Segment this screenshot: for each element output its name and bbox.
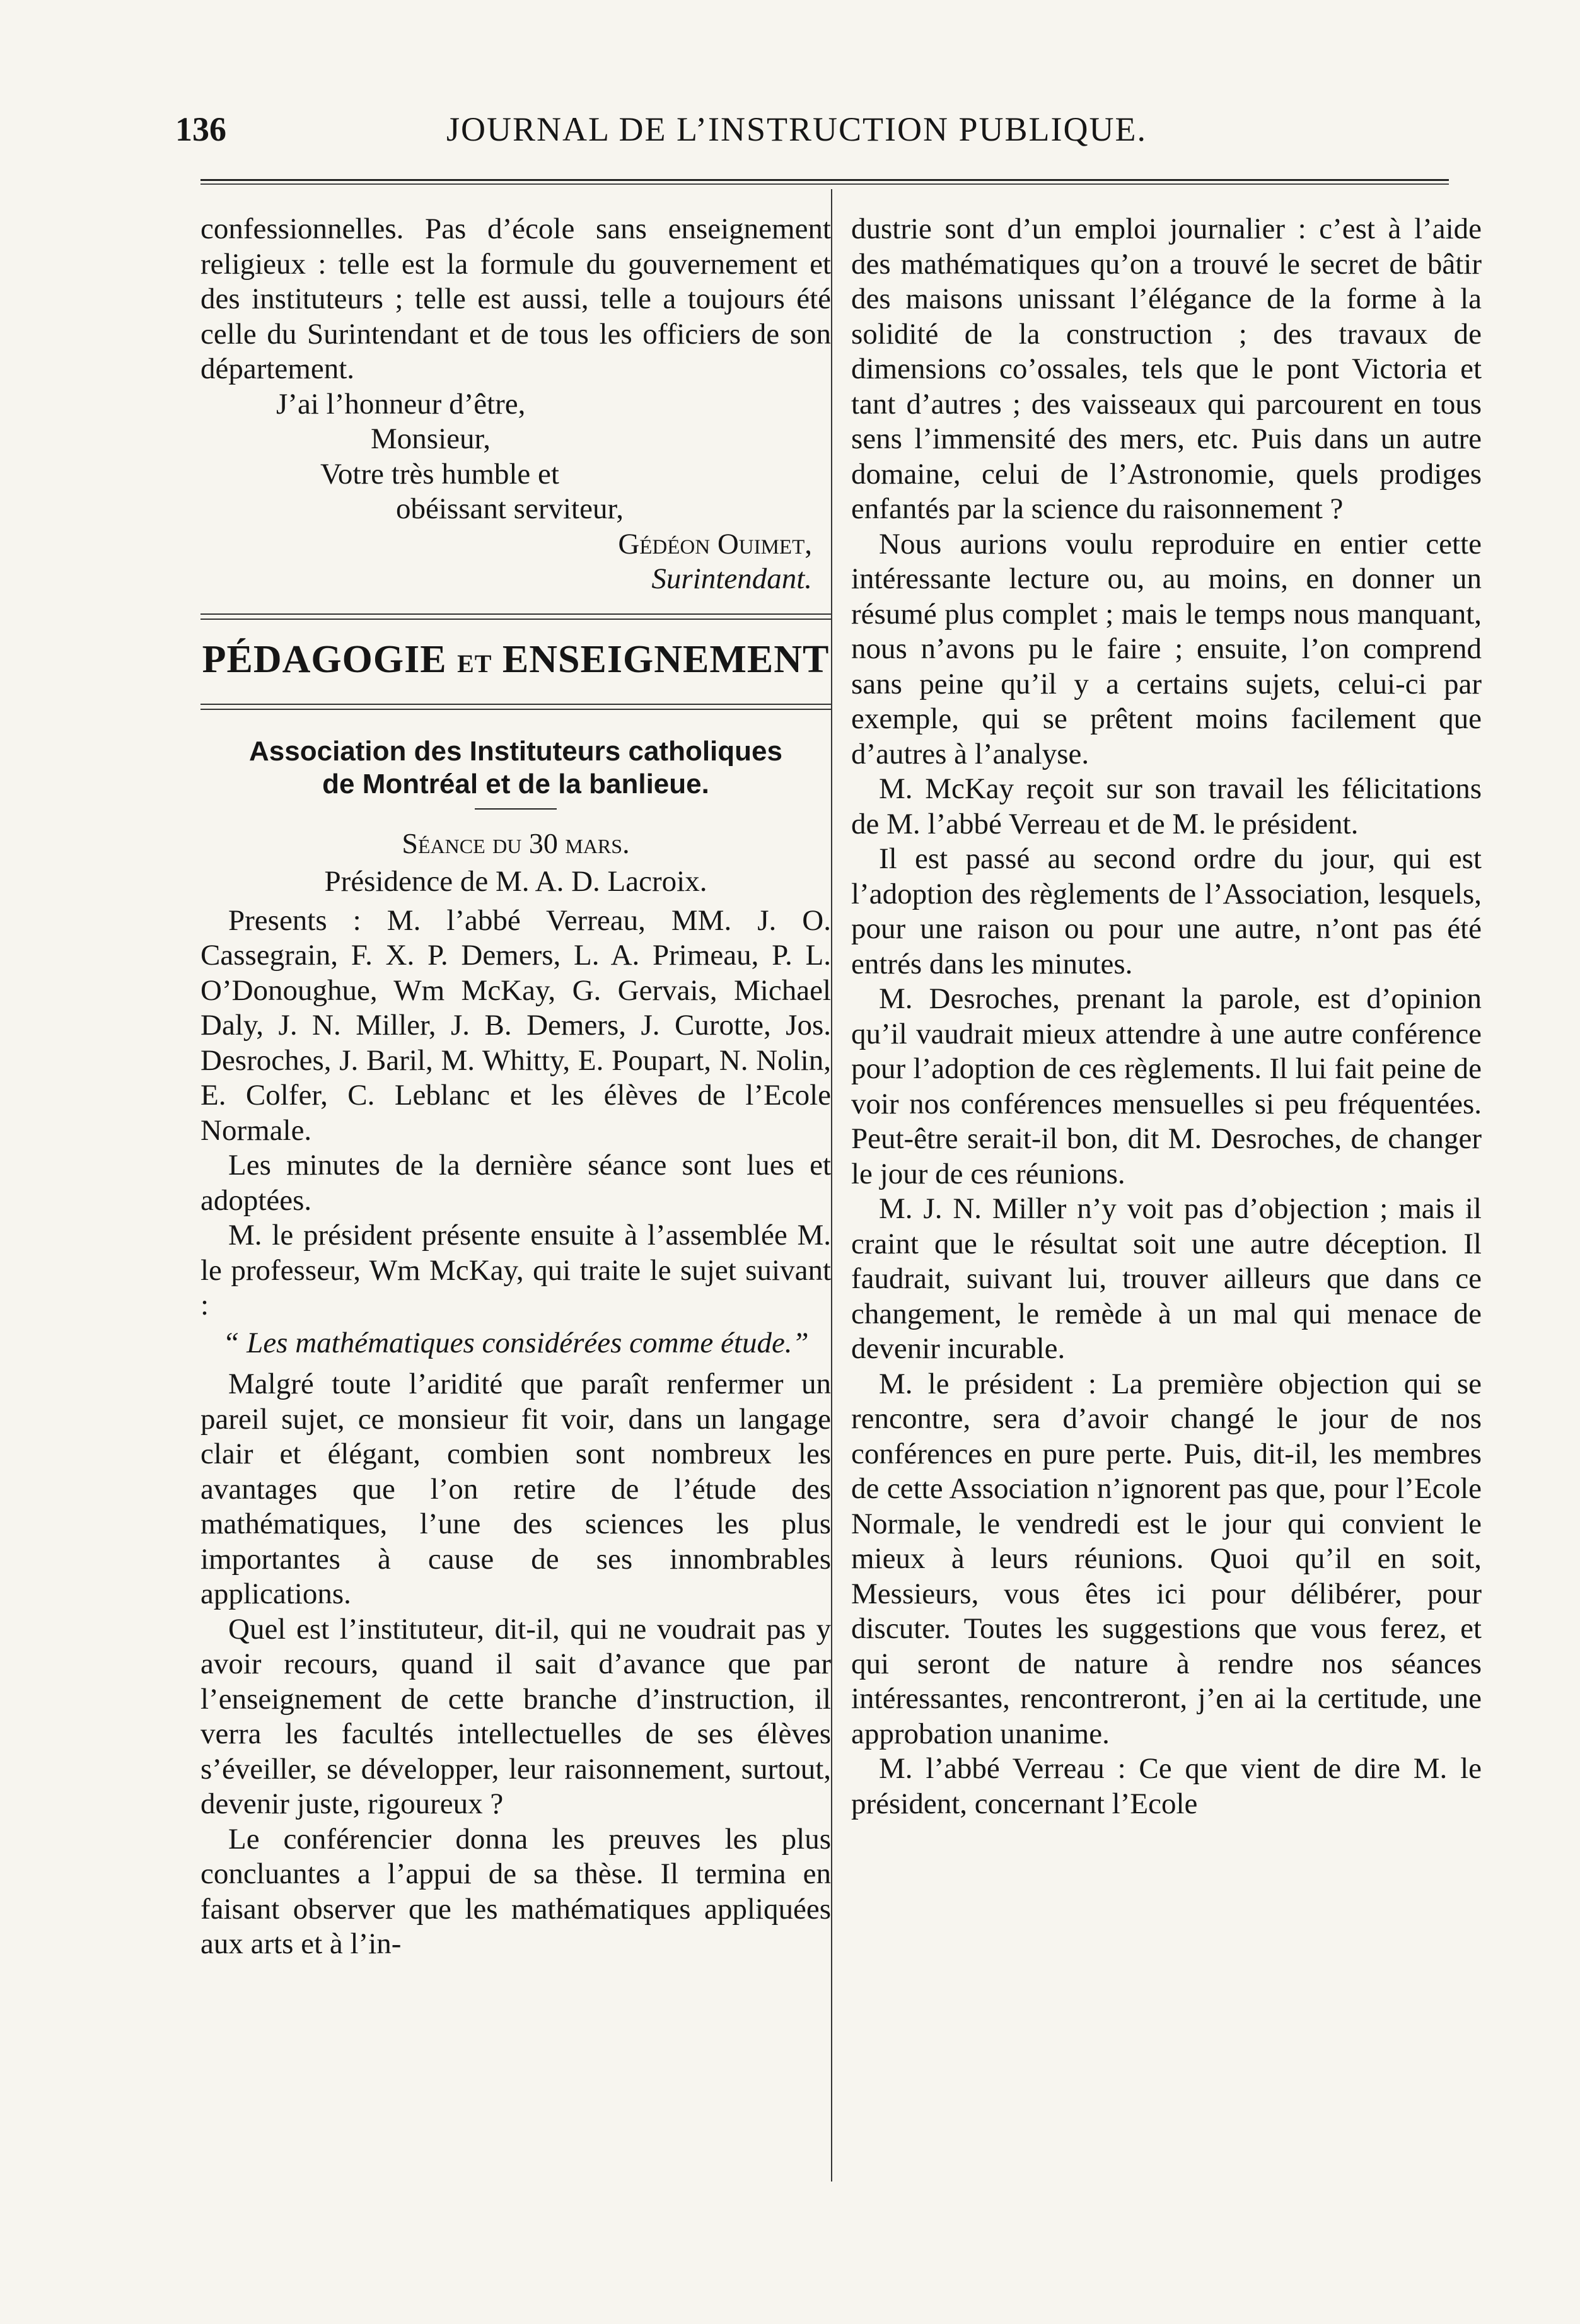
desroches-paragraph: M. Desroches, prenant la parole, est d’opinion qu’il vaudrait mieux attendre à une autre conférence pour l’adoption de ces règlements. Il lui fait peine de voir nos conférences mensuelles si peu fréquentées. Peut-être serait-il bon, dit M. Desroches, de changer le jour de ces réunions.	[851, 982, 1482, 1190]
section-title-et: ET	[457, 649, 492, 678]
section-rule-bottom	[200, 704, 831, 710]
left-column	[200, 212, 831, 1962]
dustrie-paragraph: dustrie sont d’un emploi journalier : c’est à l’aide des mathématiques qu’on a trouvé le secret de bâtir des maisons unissant l’élégance de la forme à la solidité de la construction ; des travaux de dimensions co’ossales, tels que le pont Victoria et tant d’autres ; des vaisseaux qui parcourent en tous sens l’immensité des mers, etc. Puis dans un autre domaine, celui de l’Astronomie, quels prodiges enfantés par la science du raisonnement ?	[851, 212, 1482, 525]
page-number: 136	[175, 110, 226, 148]
president-paragraph: M. le président présente ensuite à l’assemblée M. le professeur, Wm McKay, qui traite le sujet suivant :	[200, 1219, 831, 1322]
closing-line: J’ai l’honneur d’être,	[276, 387, 526, 421]
presents-paragraph: Presents : M. l’abbé Verreau, MM. J. O. Cassegrain, F. X. P. Demers, L. A. Primeau, P. L. O’Donoughue, Wm McKay, G. Gervais, Michael Daly, J. N. Miller, J. B. Demers, J. Curotte, Jos. Desroches, J. Baril, M. Whitty, E. Poupart, N. Nolin, E. Colfer, C. Leblanc et les élèves de l’Ecole Normale.	[200, 903, 831, 1147]
president-reply-paragraph: M. le président : La première objection qui se rencontre, sera d’avoir changé le jour de nos conférences en pure perte. Puis, dit-il, les membres de cette Association n’ignorent pas que, pour l’Ecole Normale, le vendredi est le jour qui convient le mieux à leurs réunions. Quoi qu’il en soit, Messieurs, vous êtes ici pour délibérer, pour discuter. Toutes les suggestions que vous ferez, et qui seront de nature à rendre nos séances intéressantes, rencontreront, j’en ai la certitude, une approbation unanime.	[851, 1367, 1482, 1750]
mckay-paragraph: M. McKay reçoit sur son travail les félicitations de M. l’abbé Verreau et de M. le président.	[851, 772, 1482, 840]
nous-paragraph: Nous aurions voulu reproduire en entier cette intéressante lecture ou, au moins, en donner un résumé plus complet ; mais le temps nous manquant, nous n’avons pu le faire ; ensuite, l’on comprend sans peine qu’il y a certains sujets, celui-ci par exemple, qui se prêtent moins facilement que d’autres à l’analyse.	[851, 527, 1482, 770]
verreau-paragraph: M. l’abbé Verreau : Ce que vient de dire M. le président, concernant l’Ecole	[851, 1752, 1482, 1820]
page-header	[175, 106, 1474, 169]
minutes-paragraph: Les minutes de la dernière séance sont lues et adoptées.	[200, 1149, 831, 1217]
section-rule-top	[200, 613, 831, 620]
section-title	[200, 636, 831, 687]
closing-line: Monsieur,	[371, 422, 491, 455]
ordre-paragraph: Il est passé au second ordre du jour, qui est l’adoption des règlements de l’Association, lesquels, pour une raison ou pour une autre, n’ont pas été entrés dans les minutes.	[851, 842, 1482, 980]
malgre-paragraph: Malgré toute l’aridité que paraît renfermer un pareil sujet, ce monsieur fit voir, dans un langage clair et élégant, combien sont nombreux les avantages que l’on retire de l’étude des mathématiques, l’une des sciences les plus importantes à cause de ses innombrables applications.	[200, 1368, 831, 1610]
conferencier-paragraph: Le conférencier donna les preuves les plus concluantes a l’appui de sa thèse. Il termina en faisant observer que les mathématiques appliquées aux arts et à l’in-	[200, 1822, 831, 1960]
lecture-title: “ Les mathématiques considérées comme étude.”	[223, 1326, 809, 1359]
closing-line: Votre très humble et	[320, 457, 559, 491]
association-title-line: Association des Instituteurs catholiques	[249, 735, 782, 767]
right-column	[851, 212, 1482, 1821]
section-title-part: PÉDAGOGIE	[202, 637, 447, 681]
presidence-line: Présidence de M. A. D. Lacroix.	[324, 865, 707, 898]
intro-paragraph: confessionnelles. Pas d’école sans enseignement religieux : telle est la formule du gouvernement et des instituteurs ; telle est aussi, telle a toujours été celle du Surintendant et de tous les officiers de son département.	[200, 212, 831, 385]
section-title-part: ENSEIGNEMENT	[502, 637, 830, 681]
seance-heading: Séance du 30 mars.	[402, 827, 630, 859]
quel-paragraph: Quel est l’instituteur, dit-il, qui ne voudrait pas y avoir recours, quand il sait d’avance que par l’enseignement de cette branche d’instruction, il verra les facultés intellectuelles de ses élèves s’éveiller, se développer, leur raisonnement, surtout, devenir juste, rigoureux ?	[200, 1612, 831, 1820]
association-title-line: de Montréal et de la banlieue.	[322, 768, 709, 799]
closing-line: obéissant serviteur,	[396, 492, 624, 525]
signature-name: Gédéon Ouimet,	[618, 527, 812, 561]
header-rule	[200, 179, 1449, 185]
miller-paragraph: M. J. N. Miller n’y voit pas d’objection ; mais il craint que le résultat soit une autre déception. Il faudrait, suivant lui, trouver ailleurs que dans ce changement, le remède à un mal qui menace de devenir incurable.	[851, 1192, 1482, 1365]
column-divider	[831, 189, 832, 2182]
association-title	[200, 735, 831, 801]
running-title: JOURNAL DE L’INSTRUCTION PUBLIQUE.	[446, 110, 1147, 148]
short-rule	[475, 808, 557, 810]
signature-title: Surintendant.	[651, 562, 812, 595]
letter-closing	[200, 387, 831, 597]
